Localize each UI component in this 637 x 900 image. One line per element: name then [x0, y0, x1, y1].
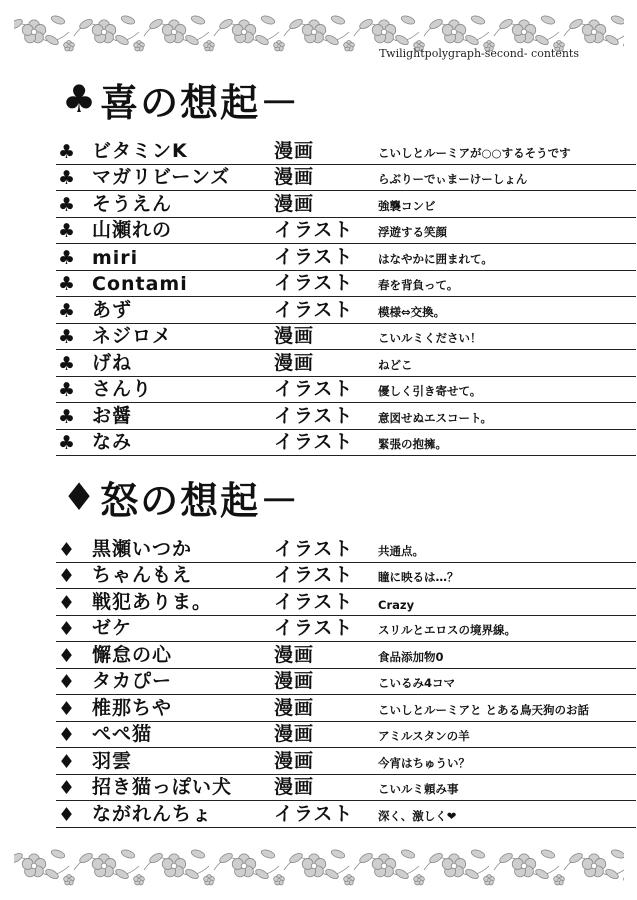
list-item	[56, 722, 636, 749]
work-title: 共通点。	[378, 543, 424, 558]
list-item	[56, 669, 636, 696]
work-type: イラスト	[274, 298, 354, 321]
work-title: スリルとエロスの境界線。	[378, 623, 516, 637]
work-title: 春を背負って。	[378, 278, 459, 292]
floral-border-bottom-icon	[14, 840, 624, 892]
list-item	[56, 642, 636, 669]
diamond-icon: ♦	[58, 724, 76, 746]
contributor-name: 羽雲	[92, 749, 133, 772]
club-icon: ♣	[58, 405, 76, 428]
work-title: 緊張の抱擁。	[378, 437, 447, 451]
contents-list-anger	[56, 536, 636, 828]
contributor-name: ながれんちょ	[92, 802, 213, 825]
contributor-name: 懈怠の心	[92, 643, 173, 666]
contributor-name: ちゃんもえ	[92, 564, 193, 586]
list-item	[56, 403, 636, 430]
work-type: イラスト	[274, 564, 354, 586]
diamond-icon: ♦	[58, 591, 76, 614]
work-type: 漫画	[274, 670, 315, 692]
contributor-name: 山瀬れの	[92, 219, 173, 241]
list-item	[56, 430, 636, 457]
list-item	[56, 191, 636, 218]
contributor-name: ぺぺ猫	[92, 723, 153, 745]
diamond-icon: ♦	[58, 644, 76, 667]
work-type: イラスト	[274, 431, 354, 453]
work-type: 漫画	[274, 723, 315, 745]
list-item	[56, 244, 636, 271]
work-title: 浮遊する笑顔	[378, 225, 447, 239]
diamond-icon: ♦	[58, 565, 76, 587]
contributor-name: マガリビーンズ	[92, 166, 231, 188]
work-type: イラスト	[274, 404, 354, 427]
contributor-name: なみ	[92, 431, 133, 453]
work-type: 漫画	[274, 643, 315, 666]
club-icon: ♣	[58, 220, 76, 242]
work-title: こいるみ4コマ	[378, 676, 456, 690]
doc-subtitle: Twilightpolygraph-second- contents	[379, 47, 579, 60]
list-item	[56, 775, 636, 802]
list-item	[56, 748, 636, 775]
contributor-name: そうえん	[92, 192, 173, 215]
contributor-name: Contami	[92, 273, 188, 295]
club-icon: ♣	[58, 273, 76, 295]
list-item	[56, 138, 636, 165]
work-type: イラスト	[274, 617, 354, 639]
contributor-name: あず	[92, 298, 133, 321]
work-title: 模様⇔交換。	[378, 304, 446, 319]
work-title: 瞳に映るは…？	[378, 570, 459, 584]
contributor-name: お醤	[92, 404, 133, 427]
contributor-name: さんり	[92, 378, 153, 400]
work-title: はなやかに囲まれて。	[378, 251, 493, 266]
section-header-joy	[62, 74, 300, 124]
club-icon: ♣	[58, 193, 76, 216]
club-icon: ♣	[58, 167, 76, 189]
diamond-icon: ♦	[58, 750, 76, 773]
club-icon: ♣	[58, 246, 76, 269]
contents-list-joy	[56, 138, 636, 456]
work-title: 今宵はちゅうい？	[378, 755, 470, 770]
club-icon: ♣	[58, 352, 76, 375]
club-icon: ♣	[62, 77, 97, 121]
club-icon: ♣	[58, 379, 76, 401]
list-item	[56, 695, 636, 722]
work-title: こいしとルーミアが○○するそうです	[378, 145, 571, 160]
section-header-anger	[62, 472, 300, 522]
diamond-icon: ♦	[58, 697, 76, 720]
contributor-name: 戦犯ありま。	[92, 590, 213, 613]
contributor-name: ゼケ	[92, 617, 133, 639]
work-type: イラスト	[274, 802, 354, 825]
diamond-icon: ♦	[58, 777, 76, 799]
list-item	[56, 218, 636, 245]
work-title: こいしとルーミアと とある鳥天狗のお話	[378, 702, 590, 717]
work-type: 漫画	[274, 325, 315, 347]
contributor-name: 黒瀬いつか	[92, 537, 193, 560]
work-type: 漫画	[274, 776, 315, 798]
club-icon: ♣	[58, 326, 76, 348]
list-item	[56, 297, 636, 324]
contributor-name: ネジロメ	[92, 325, 173, 347]
work-title: 優しく引き寄せて。	[378, 384, 482, 398]
contributor-name: タカぴー	[92, 670, 173, 692]
diamond-icon: ♦	[58, 803, 76, 826]
list-item	[56, 589, 636, 616]
diamond-icon: ♦	[58, 618, 76, 640]
work-title: Crazy	[378, 597, 415, 612]
list-item	[56, 377, 636, 404]
contributor-name: 椎那ちや	[92, 696, 173, 719]
work-type: イラスト	[274, 378, 354, 400]
work-type: イラスト	[274, 537, 354, 560]
work-title: こいルミください！	[378, 331, 482, 345]
diamond-icon: ♦	[58, 538, 76, 561]
list-item	[56, 616, 636, 643]
work-type: イラスト	[274, 272, 354, 294]
work-type: 漫画	[274, 166, 315, 188]
club-icon: ♣	[58, 432, 76, 454]
work-type: イラスト	[274, 590, 354, 613]
contributor-name: ビタミンK	[92, 139, 188, 162]
contributor-name: miri	[92, 246, 139, 269]
list-item	[56, 271, 636, 298]
contributor-name: 招き猫っぽい犬	[92, 776, 233, 798]
work-title: アミルスタンの羊	[378, 729, 470, 743]
work-title: 食品添加物0	[378, 649, 444, 664]
diamond-icon: ♦	[58, 671, 76, 693]
list-item	[56, 563, 636, 590]
list-item	[56, 324, 636, 351]
work-type: 漫画	[274, 696, 315, 719]
contributor-name: げね	[92, 351, 133, 374]
diamond-icon: ♦	[62, 475, 97, 519]
work-type: 漫画	[274, 139, 315, 162]
work-title: こいルミ頼み事	[378, 782, 459, 796]
work-type: 漫画	[274, 351, 315, 374]
club-icon: ♣	[58, 299, 76, 322]
list-item	[56, 536, 636, 563]
work-type: イラスト	[274, 219, 354, 241]
club-icon: ♣	[58, 140, 76, 163]
work-title: ねどこ	[378, 357, 413, 372]
work-title: らぶりーでぃまーけーしょん	[378, 172, 528, 186]
work-title: 深く、激しく❤	[378, 808, 457, 823]
section-title: 喜の想起－	[100, 80, 301, 125]
list-item	[56, 165, 636, 192]
list-item	[56, 801, 636, 828]
work-type: 漫画	[274, 192, 315, 215]
list-item	[56, 350, 636, 377]
work-title: 意図せぬエスコート。	[378, 410, 492, 425]
section-title: 怒の想起－	[100, 478, 301, 523]
work-type: イラスト	[274, 245, 354, 268]
work-type: 漫画	[274, 749, 315, 772]
work-title: 強襲コンビ	[378, 198, 436, 213]
